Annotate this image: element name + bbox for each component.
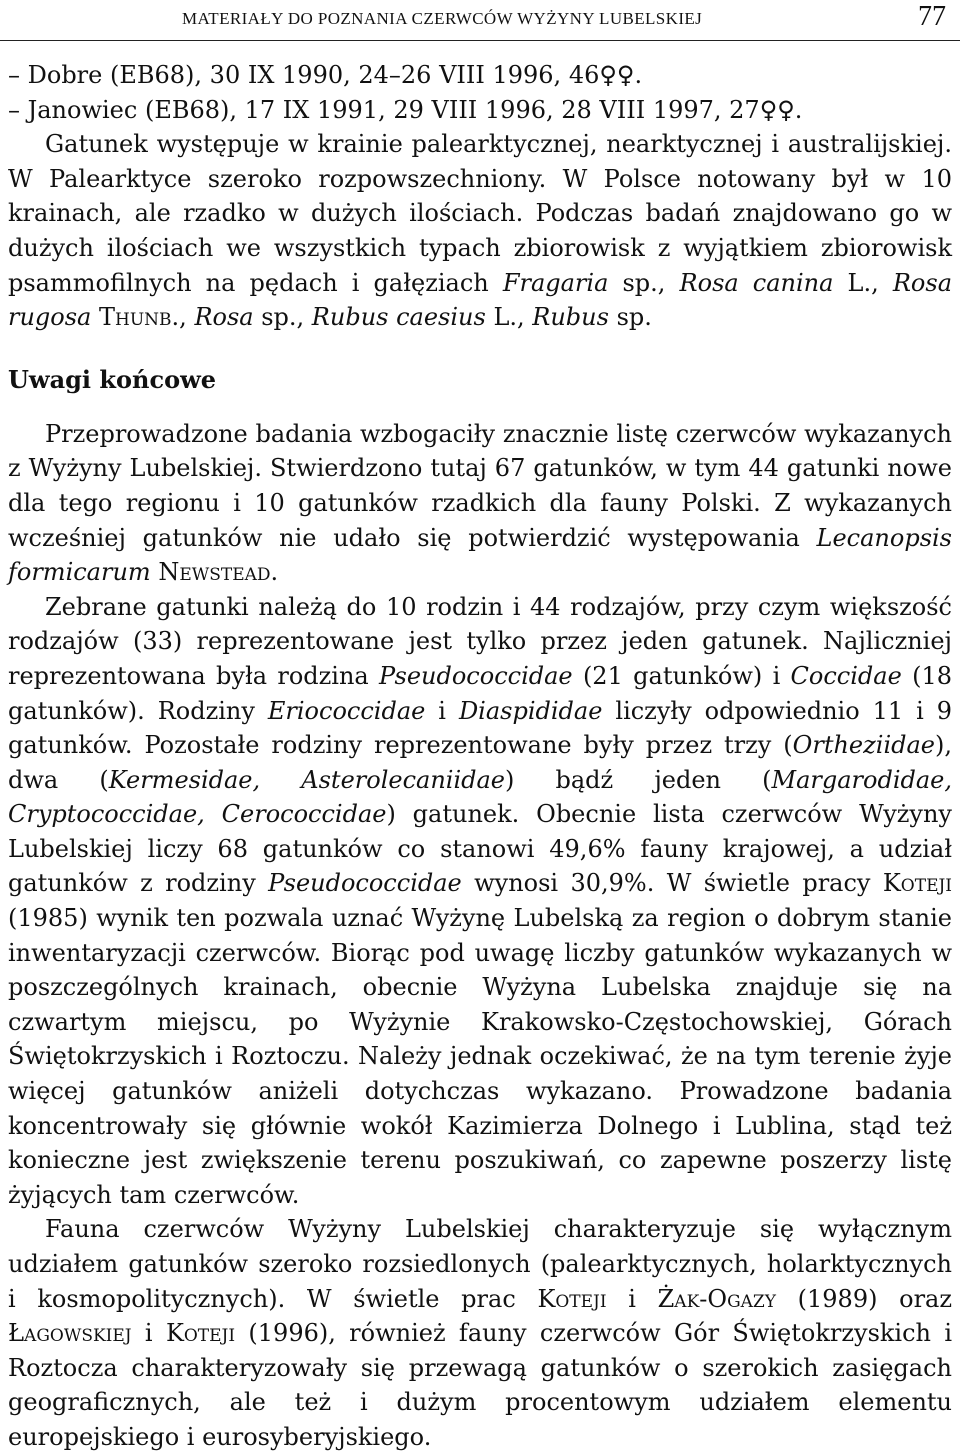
taxon-name: Coccidae — [790, 661, 902, 690]
taxon-name: Fragaria — [502, 268, 609, 297]
conclusion-paragraph-3 — [8, 1212, 952, 1454]
running-title: MATERIAŁY DO POZNANIA CZERWCÓW WYŻYNY LUBELSKIEJ — [182, 9, 703, 28]
taxon-name: Margarodidae, Cryptococcidae, Cerococcidae — [8, 765, 952, 829]
text-run: Fauna czerwców Wyżyny Lubelskiej charakteryzuje się wyłącznym udziałem gatunków szeroko rozsiedlonych (palearktycznych, holarktycznych i kosmopolitycznych). W świetle prac — [8, 1215, 952, 1313]
record-janowiec: – Janowiec (EB68), 17 IX 1991, 29 VIII 1996, 28 VIII 1997, 27♀♀. — [8, 95, 803, 124]
author-name: Thunb — [99, 303, 172, 332]
record-dobre: – Dobre (EB68), 30 IX 1990, 24–26 VIII 1996, 46♀♀. — [8, 61, 643, 89]
text-run: L., — [833, 268, 893, 297]
running-header — [0, 0, 960, 41]
text-run: L., — [485, 303, 533, 332]
distribution-paragraph — [8, 127, 952, 335]
text-run: Gatunek występuje w krainie palearktycznej, nearktycznej i australijskiej. W Palearktyce szeroko rozpowszechniony. W Polsce notowany był w 10 krainach, ale rzadko w dużych ilościach. Podczas badań znajdowano go w dużych ilościach we wszystkich typach zbiorowisk z wyjątkiem zbiorowisk psammofilnych na pędach i gałęziach — [8, 130, 952, 297]
text-run: sp., — [253, 303, 312, 332]
text-run: liczyły odpowiednio 11 i 9 gatunków. Pozostałe rodziny reprezentowane były przez trzy ( — [8, 696, 953, 760]
taxon-name: Rubus — [532, 303, 609, 332]
text-run — [91, 303, 99, 331]
text-run: ) bądź jeden ( — [505, 765, 772, 794]
author-name: Koteji — [882, 869, 953, 898]
author-name: Koteji — [537, 1284, 607, 1313]
conclusion-paragraph-1 — [8, 417, 952, 590]
text-run: i — [425, 696, 459, 725]
taxon-name: Lecanopsis formicarum — [8, 523, 952, 587]
taxon-name: Rosa rugosa — [8, 268, 953, 332]
text-run: (18 gatunków). Rodziny — [8, 661, 952, 725]
body-text — [8, 58, 952, 1455]
text-run: ), dwa ( — [8, 731, 952, 794]
text-run: ., — [171, 303, 195, 332]
author-name: Koteji — [165, 1319, 236, 1348]
taxon-name: Eriococcidae — [267, 696, 426, 725]
section-heading: Uwagi końcowe — [8, 364, 217, 394]
text-run: Przeprowadzone badania wzbogaciły znacznie listę czerwców wykazanych z Wyżyny Lubelskiej. Stwierdzono tutaj 67 gatunków, w tym 44 gatunki nowe dla tego regionu i 10 gatunków rzadkich dla fauny Polski. Z wykazanych wcześniej gatunków nie udało się potwierdzić występowania — [8, 419, 952, 552]
author-name: Newstead — [158, 558, 271, 587]
text-run: wynosi 30,9%. W świetle pracy — [461, 869, 883, 898]
taxon-name: Pseudococcidae — [268, 869, 462, 898]
taxon-name: Pseudococcidae — [379, 661, 573, 690]
taxon-name: Rosa — [194, 303, 254, 332]
author-name: Żak-Ogazy — [657, 1284, 776, 1313]
text-run: (1985) wynik ten pozwala uznać Wyżynę Lubelską za region o dobrym stanie inwentaryzacji czerwców. Biorąc pod uwagę liczby gatunków wykazanych w poszczególnych krainach, obecnie Wyżyna Lubelska znajduje się na czwartym miejscu, po Wyżynie Krakowsko-Częstochowskiej, Górach Świętokrzyskich i Roztoczu. Należy jednak oczekiwać, że na tym terenie żyje więcej gatunków aniżeli dotychczas wykazano. Prowadzone badania koncentrowały się głównie wokół Kazimierza Dolnego i Lublina, stąd też konieczne jest zwiększenie terenu poszukiwań, co zapewne poszerzy listę żyjących tam czerwców. — [8, 904, 952, 1209]
taxon-name: Kermesidae, Asterolecaniidae — [108, 765, 506, 794]
taxon-name: Rubus caesius — [311, 303, 486, 332]
text-run: i — [131, 1319, 166, 1348]
text-run: (21 gatunków) i — [572, 661, 791, 690]
text-run: ) gatunek. Obecnie lista czerwców Wyżyny Lubelskiej liczy 68 gatunków co stanowi 49,6% fauny krajowej, a udział gatunków z rodziny — [8, 800, 952, 898]
text-run: sp. — [608, 303, 652, 332]
taxon-name: Ortheziidae — [792, 731, 935, 760]
text-run: Zebrane gatunki należą do 10 rodzin i 44 rodzajów, przy czym większość rodzajów (33) reprezentowane jest tylko przez jeden gatunek. Najliczniej reprezentowana była rodzina — [8, 592, 952, 690]
author-name: Łagowskiej — [8, 1319, 132, 1348]
conclusion-paragraph-2 — [8, 590, 952, 1213]
taxon-name: Rosa canina — [679, 268, 834, 297]
text-run: sp., — [608, 268, 680, 297]
text-run: . — [270, 558, 279, 587]
page-number: 77 — [918, 1, 946, 32]
text-run: (1996), również fauny czerwców Gór Świętokrzyskich i Roztocza charakteryzowały się przewagą gatunków o szerokich zasięgach geograficznych, ale też i dużym procentowym udziałem elementu europejskiego i eurosyberyjskiego. — [8, 1319, 953, 1451]
text-run: (1989) oraz — [775, 1284, 952, 1313]
taxon-name: Diaspididae — [458, 696, 603, 725]
text-run: i — [606, 1284, 658, 1313]
